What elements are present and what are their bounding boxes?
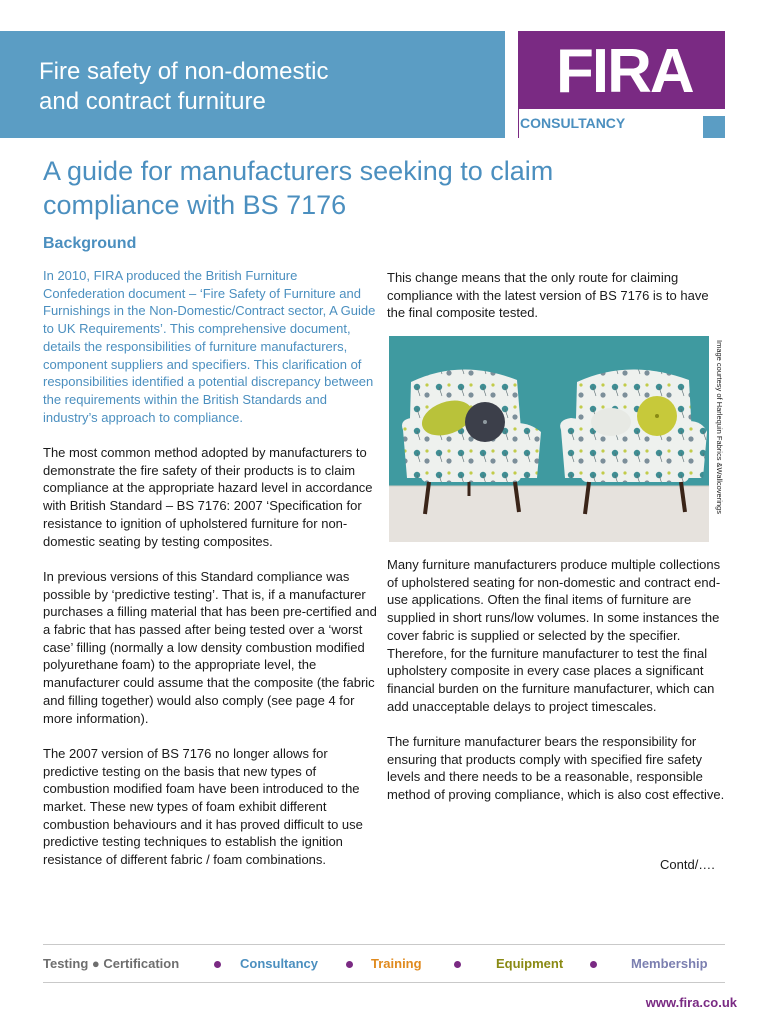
footer-divider-bottom (43, 982, 725, 983)
banner-title (39, 57, 499, 117)
body-paragraph-collections: Many furniture manufacturers produce multiple collections of upholstered seating for non-domestic and contract end-use applications. Often the final items of furniture are supplied in short runs/low volumes. In some instances the cover fabric is supplied or selected by the specifier. Therefore, for the furniture manufacturer to test the final upholstery composite in every case places a significant financial burden on the furniture manufacturer, which can add unacceptable delays to project timescales. (387, 557, 721, 714)
section-heading-background: Background (43, 235, 137, 252)
banner-title-line2: and contract furniture (39, 88, 266, 115)
image-credit (712, 340, 726, 540)
body-paragraph-2007: The 2007 version of BS 7176 no longer allows for predictive testing on the basis that new types of combustion modified foam have been introduced to the market. These new types of foam exhibit different combustion behaviours and it has proved difficult to use predictive testing techniques to establish the ignition resistance of different fabric / foam combinations. (43, 745, 363, 868)
footer-bullet-icon (214, 961, 221, 968)
footer-item-training: Training (371, 956, 422, 971)
footer-item-membership: Membership (631, 956, 708, 971)
right-column-bottom (387, 556, 727, 822)
continued-note: Contd/…. (660, 857, 715, 872)
footer-divider-top (43, 944, 725, 945)
footer-item-equipment: Equipment (496, 956, 564, 971)
footer-bullet-icon (454, 961, 461, 968)
footer-bullet-icon (590, 961, 597, 968)
footer-item-consultancy: Consultancy (240, 956, 319, 971)
headline-line2: compliance with BS 7176 (43, 190, 347, 220)
page-headline (43, 154, 683, 222)
footer-services (43, 956, 725, 974)
armchairs-illustration (389, 336, 709, 542)
image-credit-text: Image courtesy of Harlequin Fabrics &Wallcoverings (715, 340, 724, 514)
logo-text: FIRA (556, 37, 693, 106)
logo-square-mark (703, 116, 725, 138)
right-column-top (387, 269, 727, 340)
banner-title-line1: Fire safety of non-domestic (39, 58, 329, 85)
armchairs-photo (389, 336, 709, 542)
left-column (43, 267, 379, 887)
intro-paragraph: In 2010, FIRA produced the British Furniture Confederation document – ‘Fire Safety of Furniture and Furnishings in the Non-Domestic/Contract sector, A Guide to UK Requirements’. This comprehensive document, details the responsibilities of furniture manufacturers, component suppliers and specifiers. This clarification of responsibilities identified a potential discrepancy between the requirements within the British Standards and industry’s approach to compliance. (43, 268, 376, 425)
website-link[interactable]: www.fira.co.uk (645, 995, 737, 1010)
footer-item-testing: Testing ● Certification (43, 956, 180, 971)
body-paragraph-responsibility: The furniture manufacturer bears the responsibility for ensuring that products comply with specified fire safety levels and there needs to be a reasonable, responsible method of proving compliance, which is also cost effective. (387, 734, 725, 803)
body-paragraph-method: The most common method adopted by manufacturers to demonstrate the fire safety of their products is to claim compliance at the appropriate hazard level in accordance with British Standard – BS 7176: 2007 ‘Specification for resistance to ignition of upholstered furniture for non-domestic seating by testing composites. (43, 445, 373, 549)
body-paragraph-predictive: In previous versions of this Standard compliance was possible by ‘predictive testing’. That is, if a manufacturer purchases a filling material that has been pre-certified and a fabric that has passed after being tested over a ‘worst case’ filling (normally a low density combustion modified polyurethane foam) to the appropriate level, the manufacturer could assume that the composite (the fabric and filling together) would also comply (see page 4 for more information). (43, 568, 377, 726)
body-paragraph-change: This change means that the only route for claiming compliance with the latest version of BS 7176 is to have the final composite tested. (387, 270, 709, 321)
fira-logo (518, 31, 725, 138)
footer-bullet-icon (346, 961, 353, 968)
logo-subtitle: CONSULTANCY (520, 115, 626, 131)
headline-line1: A guide for manufacturers seeking to claim (43, 156, 554, 186)
